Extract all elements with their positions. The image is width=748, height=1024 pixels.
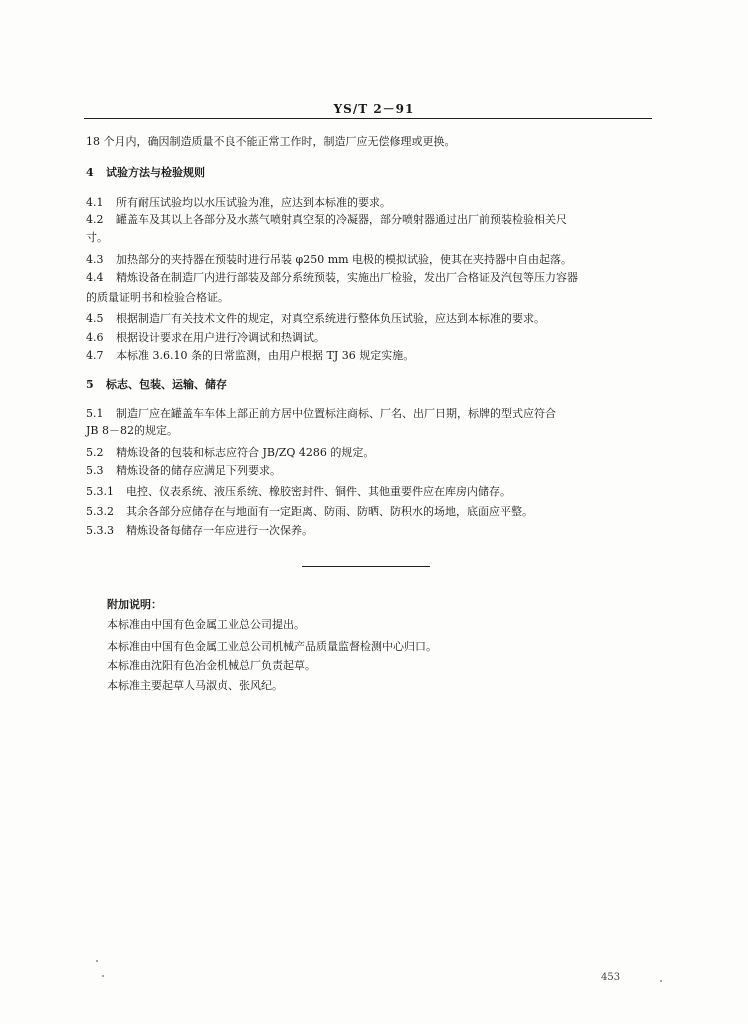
- scan-speck: [96, 960, 98, 962]
- clause-number: 4.3: [86, 253, 104, 266]
- clause-number: 5.3.1: [86, 485, 114, 498]
- clause-number: 4.4: [86, 271, 104, 284]
- clause-number: 5.1: [86, 407, 104, 420]
- clause-number: 4.2: [86, 213, 104, 226]
- clause-text: 加热部分的夹持器在预装时进行吊装 φ250 mm 电极的模拟试验，使其在夹持器中自由起落。: [116, 253, 573, 266]
- clause-text: 精炼设备的储存应满足下列要求。: [116, 464, 281, 477]
- clause-text: 所有耐压试验均以水压试验为准，应达到本标准的要求。: [116, 196, 391, 209]
- clause-number: 4.5: [86, 312, 104, 325]
- appendix-line: 本标准主要起草人马淑贞、张风纪。: [107, 679, 283, 692]
- clause-number: 5.3.3: [86, 524, 114, 537]
- clause-continuation-line: 的质量证明书和检验合格证。: [86, 291, 229, 304]
- clause-text: 根据制造厂有关技术文件的规定，对真空系统进行整体负压试验，应达到本标准的要求。: [116, 312, 545, 325]
- clause-number: 5.2: [86, 446, 104, 459]
- clause-text: 精炼设备在制造厂内进行部装及部分系统预装，实施出厂检验，发出厂合格证及汽包等压力容器: [116, 271, 578, 284]
- clause-number: 4.7: [86, 349, 104, 362]
- clause-line: [86, 485, 511, 499]
- clause-text: 罐盖车及其以上各部分及水蒸气喷射真空泵的冷凝器，部分喷射器通过出厂前预装检验相关尺: [116, 213, 567, 226]
- clause-line: [86, 253, 572, 267]
- clause-line: [86, 464, 281, 478]
- clause-text: 电控、仪表系统、液压系统、橡胶密封件、铜件、其他重要件应在库房内储存。: [126, 485, 511, 498]
- header-rule: [84, 118, 652, 119]
- clause-line: [86, 331, 325, 345]
- clause-text: 其余各部分应储存在与地面有一定距离、防雨、防晒、防积水的场地，底面应平整。: [126, 505, 533, 518]
- clause-continuation-line: 寸。: [86, 231, 108, 244]
- clause-line: [86, 505, 533, 519]
- scan-speck: [102, 975, 104, 977]
- clause-line: [86, 213, 567, 227]
- clause-line: [86, 196, 391, 210]
- clause-text: 制造厂应在罐盖车车体上部正前方居中位置标注商标、厂名、出厂日期，标牌的型式应符合: [116, 407, 556, 420]
- clause-line: [86, 446, 374, 460]
- appendix-line: 本标准由沈阳有色冶金机械总厂负责起草。: [107, 659, 316, 672]
- appendix-line: 本标准由中国有色金属工业总公司提出。: [107, 618, 305, 631]
- clause-text: 本标准 3.6.10 条的日常监测，由用户根据 TJ 36 规定实施。: [116, 349, 415, 362]
- clause-line: [86, 407, 556, 421]
- scan-speck: [660, 980, 662, 982]
- section-title: 标志、包装、运输、储存: [106, 378, 227, 391]
- section-number: 5: [86, 378, 94, 391]
- clause-text: 根据设计要求在用户进行冷调试和热调试。: [116, 331, 325, 344]
- clause-continuation-line: JB 8－82的规定。: [86, 424, 178, 437]
- clause-line: [86, 271, 578, 285]
- appendix-title: 附加说明：: [107, 598, 162, 611]
- section-heading: [86, 378, 227, 392]
- section-number: 4: [86, 166, 94, 179]
- clause-line: [86, 312, 545, 326]
- section-title: 试验方法与检验规则: [106, 166, 205, 179]
- appendix-line: 本标准由中国有色金属工业总公司机械产品质量监督检测中心归口。: [107, 640, 437, 653]
- clause-number: 5.3: [86, 464, 104, 477]
- clause-line: [86, 349, 414, 363]
- clause-text: 精炼设备的包装和标志应符合 JB/ZQ 4286 的规定。: [116, 446, 375, 459]
- clause-text: 精炼设备每储存一年应进行一次保养。: [126, 524, 313, 537]
- end-divider: [302, 566, 430, 567]
- page-header-code: YS/T 2－91: [333, 102, 415, 116]
- section-heading: [86, 166, 205, 180]
- clause-number: 4.1: [86, 196, 104, 209]
- clause-number: 5.3.2: [86, 505, 114, 518]
- clause-number: 4.6: [86, 331, 104, 344]
- clause-line: [86, 524, 313, 538]
- page-number: 453: [601, 972, 621, 983]
- continuation-line: 18 个月内，确因制造质量不良不能正常工作时，制造厂应无偿修理或更换。: [86, 135, 456, 148]
